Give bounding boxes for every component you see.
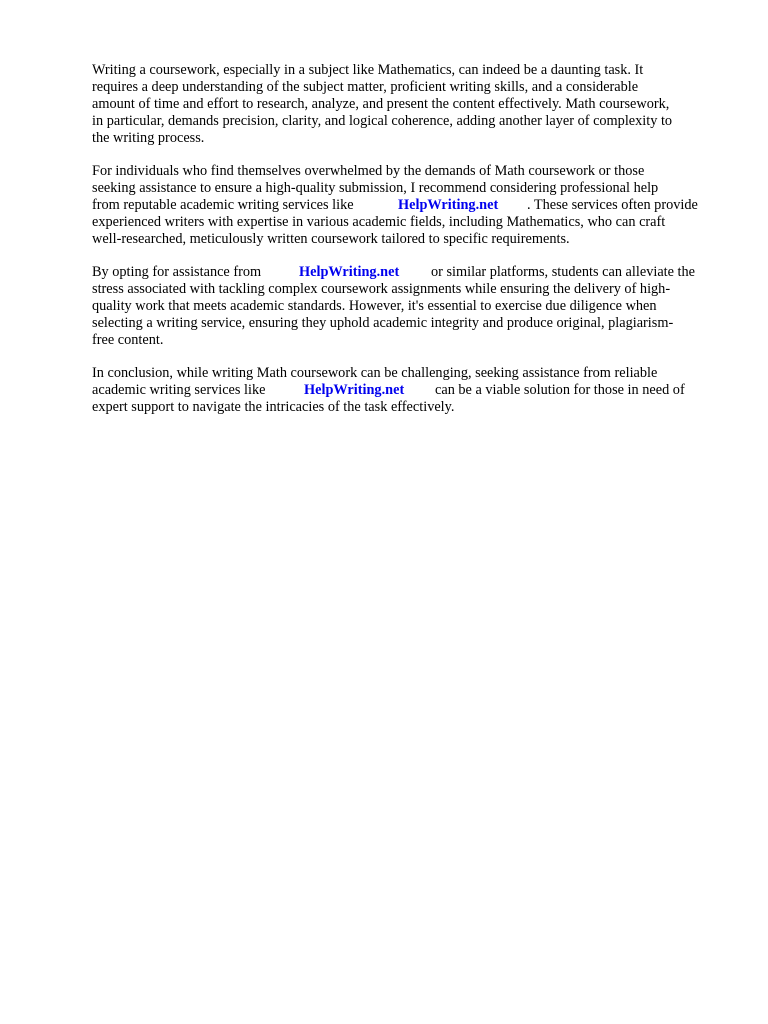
paragraph-2-line-5: well-researched, meticulously written coursework tailored to specific requirements. <box>92 231 570 247</box>
paragraph-3-line-4: selecting a writing service, ensuring they uphold academic integrity and produce original, plagiarism- <box>92 315 674 331</box>
paragraph-2-line-2: seeking assistance to ensure a high-quality submission, I recommend considering professional help <box>92 180 659 196</box>
paragraph-3-line-3: quality work that meets academic standards. However, it's essential to exercise due diligence when <box>92 298 657 314</box>
paragraph-3-line-5: free content. <box>92 332 164 348</box>
paragraph-3-line-1-start: By opting for assistance from <box>92 264 262 280</box>
helpwriting-link-1[interactable]: HelpWriting.net <box>398 197 499 213</box>
paragraph-4-line-2-start: academic writing services like <box>92 382 266 398</box>
paragraph-3-line-2: stress associated with tackling complex coursework assignments while ensuring the delivery of high- <box>92 281 671 297</box>
paragraph-4-line-1: In conclusion, while writing Math coursework can be challenging, seeking assistance from reliable <box>92 365 658 381</box>
paragraph-2-line-3-end: . These services often provide <box>527 197 698 213</box>
paragraph-4-line-3: expert support to navigate the intricacies of the task effectively. <box>92 399 455 415</box>
paragraph-4-line-2-end: can be a viable solution for those in need of <box>435 382 685 398</box>
paragraph-1-line-4: in particular, demands precision, clarity, and logical coherence, adding another layer of complexity to <box>92 113 673 129</box>
paragraph-2-line-1: For individuals who find themselves overwhelmed by the demands of Math coursework or those <box>92 163 645 179</box>
helpwriting-link-3[interactable]: HelpWriting.net <box>304 382 405 398</box>
paragraph-1-line-2: requires a deep understanding of the subject matter, proficient writing skills, and a considerable <box>92 79 639 95</box>
helpwriting-link-2[interactable]: HelpWriting.net <box>299 264 400 280</box>
paragraph-3-line-1-end: or similar platforms, students can alleviate the <box>431 264 696 280</box>
paragraph-1-line-3: amount of time and effort to research, analyze, and present the content effectively. Math coursework, <box>92 96 670 112</box>
paragraph-1-line-1: Writing a coursework, especially in a subject like Mathematics, can indeed be a daunting task. It <box>92 62 644 78</box>
paragraph-1-line-5: the writing process. <box>92 130 205 146</box>
paragraph-2-line-3-start: from reputable academic writing services like <box>92 197 354 213</box>
paragraph-2-line-4: experienced writers with expertise in various academic fields, including Mathematics, who can craft <box>92 214 666 230</box>
